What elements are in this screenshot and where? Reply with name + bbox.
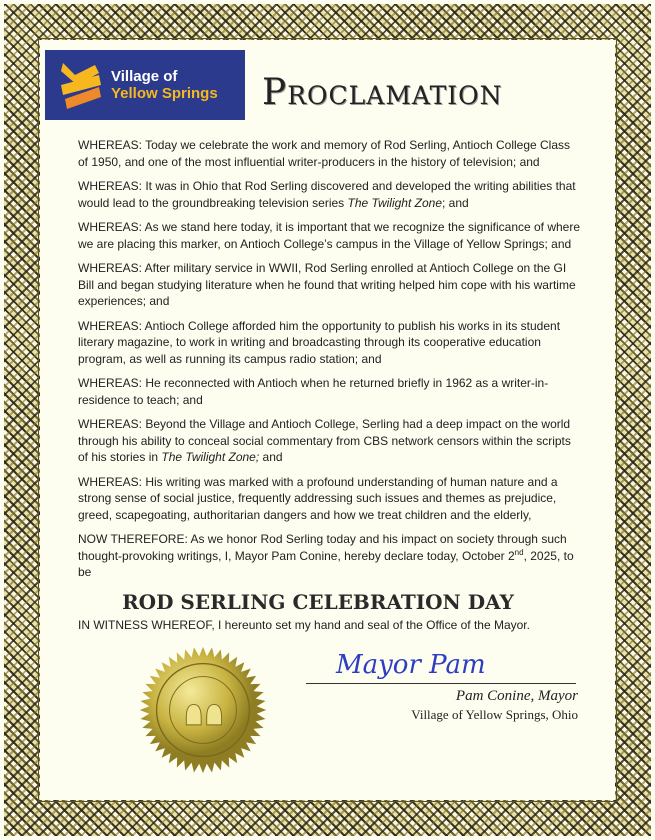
witness-statement: IN WITNESS WHEREOF, I hereunto set my hand and seal of the Office of the Mayor. — [78, 617, 530, 632]
signature-block — [306, 649, 578, 739]
whereas-paragraph — [78, 260, 583, 310]
whereas-paragraph — [78, 137, 583, 170]
gold-seal-icon — [138, 645, 268, 775]
page-title: Proclamation — [262, 72, 503, 113]
proclamation-content — [78, 137, 583, 769]
ordinal-suffix: nd — [514, 547, 524, 557]
whereas-paragraph — [78, 416, 583, 466]
paragraph-text: WHEREAS: After military service in WWII, Rod Serling enrolled at Antioch College on the GI Bill and began studying literature when he found that writing helped him cope with his wartime experiences; and — [78, 261, 576, 308]
whereas-paragraph — [78, 178, 583, 211]
paragraph-text: WHEREAS: He reconnected with Antioch when he returned briefly in 1962 as a writer-in-residence to teach; and — [78, 376, 549, 407]
proclamation-body — [78, 137, 583, 581]
whereas-paragraph — [78, 219, 583, 252]
whereas-paragraph — [78, 375, 583, 408]
paragraph-text: NOW THEREFORE: As we honor Rod Serling today and his impact on society through such thought-provoking writings, I, Mayor Pam Conine, hereby declare today, October 2 — [78, 532, 567, 563]
paragraph-text: WHEREAS: His writing was marked with a profound understanding of human nature and a strong sense of social justice, frequently addressing such issues and themes as prejudice, greed, scapegoating, authoritarian dangers and how we treat children and the elderly, — [78, 474, 558, 522]
series-title: The Twilight Zone; — [161, 450, 260, 464]
logo-line-2: Yellow Springs — [111, 85, 218, 102]
celebration-heading: ROD SERLING CELEBRATION DAY — [122, 589, 514, 614]
logo-line-1: Village of — [111, 68, 178, 85]
whereas-paragraph — [78, 474, 583, 524]
paragraph-text-end: and — [259, 450, 283, 464]
signer-name: Pam Conine, Mayor — [455, 687, 578, 704]
paragraph-text: WHEREAS: It was in Ohio that Rod Serling discovered and developed the writing abilities that would lead to the groundbreaking television series — [78, 179, 576, 210]
signer-organization: Village of Yellow Springs, Ohio — [411, 706, 578, 722]
whereas-paragraph — [78, 531, 583, 581]
paragraph-text: WHEREAS: Today we celebrate the work and memory of Rod Serling, Antioch College Class of 1950, and one of the most influential writer-producers in the history of television; and — [78, 138, 571, 169]
village-logo — [45, 50, 245, 120]
paragraph-text-end: ; and — [442, 195, 469, 210]
whereas-paragraph — [78, 318, 583, 368]
paragraph-text: WHEREAS: As we stand here today, it is important that we recognize the significance of where we are placing this marker, on Antioch College’s campus in the Village of Yellow Springs; and — [78, 220, 581, 251]
paragraph-text-end: , 2025, to be — [78, 548, 574, 579]
paragraph-text: WHEREAS: Antioch College afforded him the opportunity to publish his works in its student literary magazine, to work in writing and broadcasting through its cooperative education program, as well as running its campus radio station; and — [78, 318, 561, 366]
mayor-signature: Mayor Pam — [336, 649, 486, 680]
series-title: The Twilight Zone — [347, 195, 442, 210]
signature-section — [78, 639, 583, 769]
paragraph-text: WHEREAS: Beyond the Village and Antioch College, Serling had a deep impact on the world through his ability to conceal social commentary from CBS network censors within the scripts of his stories in — [78, 417, 571, 464]
springs-logo-icon — [59, 59, 103, 111]
signature-line — [306, 683, 576, 684]
